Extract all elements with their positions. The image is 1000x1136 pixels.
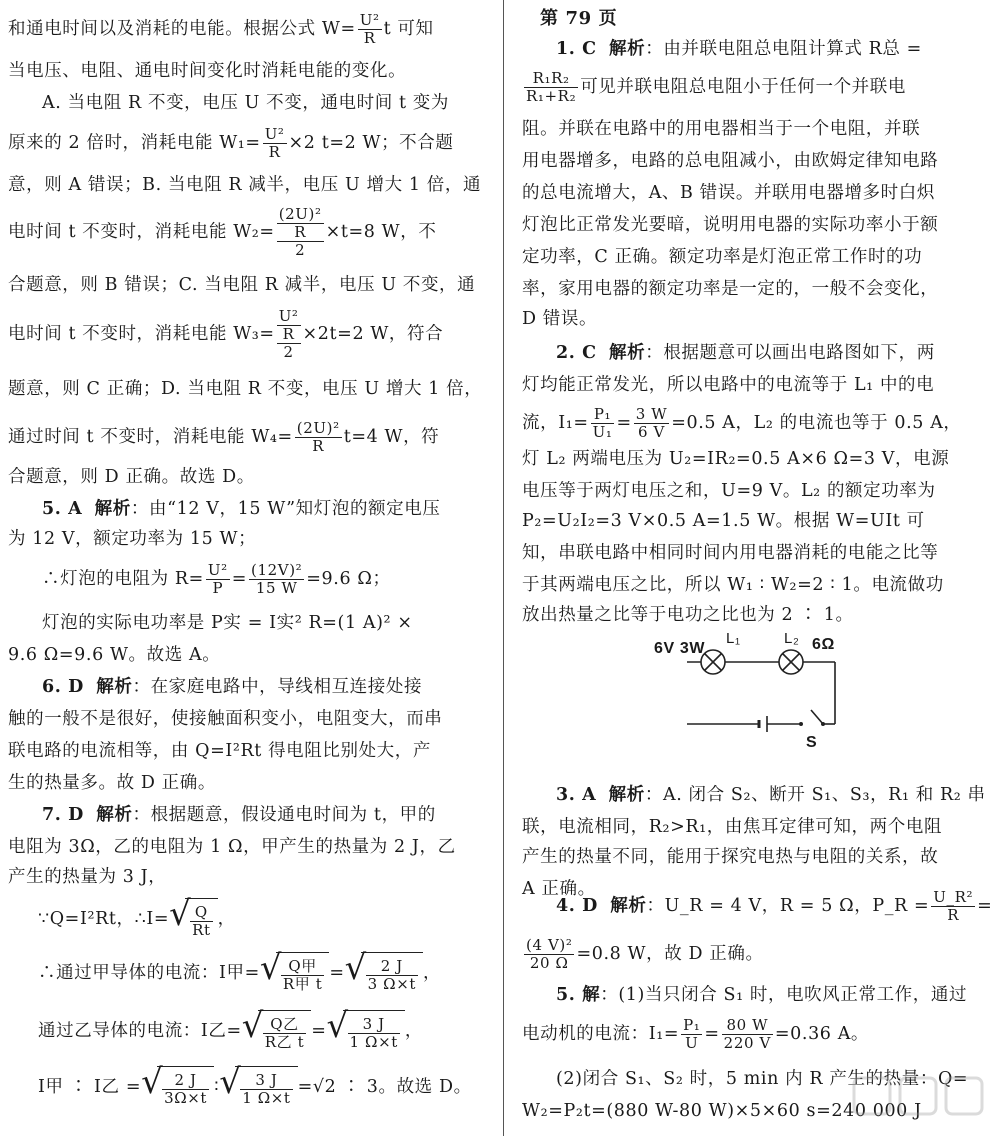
q1-line-9: D 错误。 [522,309,598,329]
page-title: 第 79 页 [540,8,618,29]
q2-line-4: 灯 L₂ 两端电压为 U₂=IR₂=0.5 A×6 Ω=3 V，电源 [522,449,950,469]
fraction: $\frac{\text{P₁}}{\text{U₁}}$ [592,405,613,441]
label-l2: L₂ [784,630,800,647]
q7-line-5: ∴通过甲导体的电流：I甲= √ $\frac{\text{Q甲}}{\text{R甲 t}}$ = √ $\frac{2 J}{3 \Omega\times t}$ ， [38,948,442,993]
fraction: $\frac{\text{U²}}{R}$ [359,11,380,47]
watermark-logo [850,1072,990,1130]
q1-line-4: 用电器增多，电路的总电阻减小，由欧姆定律知电路 [522,151,939,171]
q7-line-6: 通过乙导体的电流：I乙= √ $\frac{\text{Q乙}}{\text{R乙 t}}$ = √ $\frac{3 J}{1 \Omega\times t}$ ， [38,1006,424,1051]
q5-line-2: 为 12 V，额定功率为 15 W； [8,529,257,549]
q2-line-6: P₂=U₂I₂=3 V×0.5 A=1.5 W。根据 W=UIt 可 [522,511,925,531]
switch-s [811,710,823,724]
q3-line-3: 产生的热量不同，能用于探究电热与电阻的关系，故 [522,847,939,867]
q5-line-3: ∴灯泡的电阻为 R= $\frac{\text{U²}}{P}$ = $\frac{\text{(12V)²}}{15 W}$ =9.6 Ω； [42,561,391,597]
q7-line-2: 电阻为 3Ω，乙的电阻为 1 Ω，甲产生的热量为 2 J，乙 [8,837,456,857]
fraction: $\frac{\text{(4 V)²}}{20 \Omega}$ [526,936,573,972]
square-root: √ $\frac{2 J}{3\Omega\times t}$ [141,1066,214,1109]
left-line-9: 题意，则 C 正确；D. 当电阻 R 不变，电压 U 增大 1 倍， [8,379,483,399]
q5r-line-2: 电动机的电流：I₁= $\frac{\text{P₁}}{U}$ = $\frac{80 W}{220 V}$ =0.36 A。 [522,1016,870,1052]
q6-line-4: 生的热量多。故 D 正确。 [8,773,216,793]
q6-line-1: 6. D 解析：在家庭电路中，导线相互连接处接 [42,677,423,697]
q7-line-7: I甲 ∶ I乙 = √ $\frac{2 J}{3\Omega\times t}$ ∶ √ $\frac{3 J}{1 \Omega\times t}$ =√2 ∶ 3。故选 D。 [38,1062,472,1107]
q2-line-1: 2. C 解析：根据题意可以画出电路图如下，两 [556,343,935,363]
left-line-6: 电时间 t 不变时，消耗电能 W₂= (2U)² R 2 ×t=8 W，不 [8,205,437,259]
q1-line-2: $\frac{\text{R₁R₂}}{\text{R₁+R₂}}$ 可见并联电阻总电阻小于任何一个并联电 [526,69,906,105]
square-root: √ $\frac{\text{Q乙}}{\text{R乙 t}}$ [242,1010,312,1053]
label-6ohm: 6Ω [812,636,835,653]
fraction: $\frac{\text{U²}}{P}$ [207,561,228,597]
q3-line-1: 3. A 解析：A. 闭合 S₂、断开 S₁、S₃，R₁ 和 R₂ 串 [556,785,986,805]
q2-line-2: 灯均能正常发光，所以电路中的电流等于 L₁ 中的电 [522,375,935,395]
q2-line-5: 电压等于两灯电压之和，U=9 V。L₂ 的额定功率为 [522,481,936,501]
square-root: √ $\frac{Q}{Rt}$ [169,898,218,941]
square-root: √ $\frac{2 J}{3 \Omega\times t}$ [345,952,423,995]
left-line-10: 通过时间 t 不变时，消耗电能 W₄= $\frac{\text{(2U)²}}{R}$ t=4 W，符 [8,419,440,455]
label-l1: L₁ [726,630,741,647]
q1-line-8: 率，家用电器的额定功率是一定的，一般不会变化， [522,279,939,299]
left-line-5: 意，则 A 错误；B. 当电阻 R 减半，电压 U 增大 1 倍，通 [8,175,482,195]
q7-line-4: ∵Q=I²Rt，∴I= √ $\frac{Q}{Rt}$ ， [38,894,236,939]
fraction: $\frac{\text{U²}}{R}$ [264,125,285,161]
q1-line-6: 灯泡比正常发光要暗，说明用电器的实际功率小于额 [522,215,939,235]
square-root: √ $\frac{3 J}{1 \Omega\times t}$ [327,1010,405,1053]
fraction: (2U)² R 2 [278,205,322,259]
q5-line-5: 9.6 Ω=9.6 W。故选 A。 [8,645,221,665]
q4-line-1: 4. D 解析：U_R = 4 V，R = 5 Ω，P_R = $\frac{\text{U\_R²}}{R}$ = [556,888,993,924]
q1-line-1: 1. C 解析：由并联电阻总电阻计算式 R总 = [556,39,922,59]
q4-line-2: $\frac{\text{(4 V)²}}{20 \Omega}$ =0.8 W，故 D 正确。 [526,936,764,972]
fraction: $\frac{\text{P₁}}{U}$ [683,1016,701,1052]
left-line-2: 当电压、电阻、通电时间变化时消耗电能的变化。 [8,61,407,81]
q2-line-7: 知，串联电路中相同时间内用电器消耗的电能之比等 [522,543,939,563]
left-line-1: 和通电时间以及消耗的电能。根据公式 W= $\frac{\text{U²}}{R}$ t 可知 [8,11,434,47]
fraction: $\frac{3 W}{6 V}$ [635,405,668,441]
q5r-line-3: (2)闭合 S₁、S₂ 时，5 min 内 R 产生的热量：Q= [556,1069,969,1089]
fraction: $\frac{\text{U\_R²}}{R}$ [933,888,974,924]
q6-line-2: 触的一般不是很好，使接触面积变小，电阻变大，而串 [8,709,443,729]
q7-line-1: 7. D 解析：根据题意，假设通电时间为 t，甲的 [42,805,436,825]
left-line-8: 电时间 t 不变时，消耗电能 W₃= U² R 2 ×2t=2 W，符合 [8,307,444,361]
column-divider [503,0,504,1136]
q7-line-3: 产生的热量为 3 J， [8,867,167,887]
left-line-4: 原来的 2 倍时，消耗电能 W₁= $\frac{\text{U²}}{R}$ ×2 t=2 W；不合题 [8,125,454,161]
square-root: √ $\frac{\text{Q甲}}{\text{R甲 t}}$ [260,952,330,995]
left-line-7: 合题意，则 B 错误；C. 当电阻 R 减半，电压 U 不变，通 [8,275,476,295]
q5r-line-1: 5. 解：(1)当只闭合 S₁ 时，电吹风正常工作，通过 [556,985,968,1005]
fraction: $\frac{\text{(2U)²}}{R}$ [296,419,340,455]
q3-line-2: 联，电流相同，R₂>R₁，由焦耳定律可知，两个电阻 [522,817,943,837]
q5-line-4: 灯泡的实际电功率是 P实 = I实² R=(1 A)² × [42,613,413,633]
fraction: U² R 2 [278,307,299,361]
q3-line-4: A 正确。 [522,879,596,899]
fraction: $\frac{\text{R₁R₂}}{\text{R₁+R₂}}$ [526,69,577,105]
left-line-11: 合题意，则 D 正确。故选 D。 [8,467,255,487]
q1-line-5: 的总电流增大，A、B 错误。并联用电器增多时白炽 [522,183,935,203]
q5r-line-4: W₂=P₂t=(880 W-80 W)×5×60 s=240 000 J [522,1101,922,1121]
label-6v3w: 6V 3W [654,640,706,657]
fraction: $\frac{80 W}{220 V}$ [723,1016,771,1052]
q2-line-9: 放出热量之比等于电功之比也为 2 ∶ 1。 [522,605,854,625]
q6-line-3: 联电路的电流相等，由 Q=I²Rt 得电阻比别处大，产 [8,741,431,761]
q2-line-3: 流，I₁= $\frac{\text{P₁}}{\text{U₁}}$ = $\frac{3 W}{6 V}$ =0.5 A，L₂ 的电流也等于 0.5 A， [522,405,962,441]
label-s: S [806,734,818,751]
left-line-3: A. 当电阻 R 不变，电压 U 不变，通电时间 t 变为 [42,93,449,113]
q2-line-8: 于其两端电压之比，所以 W₁ ∶ W₂=2 ∶ 1。电流做功 [522,575,944,595]
fraction: $\frac{\text{(12V)²}}{15 W}$ [251,561,303,597]
q1-line-7: 定功率，C 正确。额定功率是灯泡正常工作时的功 [522,247,923,267]
square-root: √ $\frac{3 J}{1 \Omega\times t}$ [219,1066,297,1109]
q5-line-1: 5. A 解析：由“12 V，15 W”知灯泡的额定电压 [42,499,441,519]
q1-line-3: 阻。并联在电路中的用电器相当于一个电阻，并联 [522,119,921,139]
